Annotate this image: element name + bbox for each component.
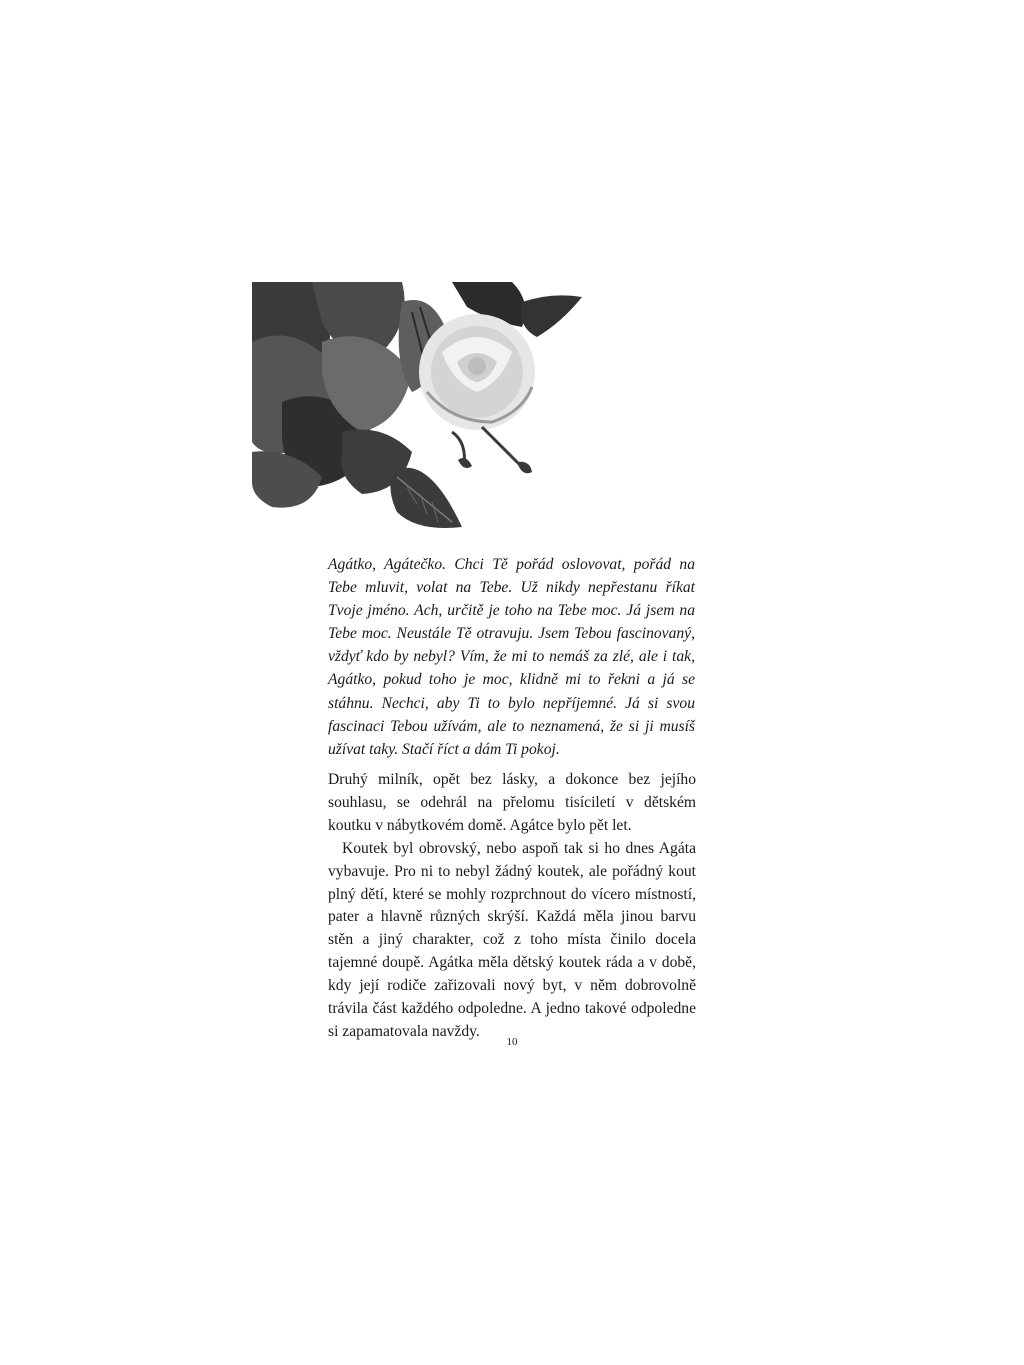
paragraph: Druhý milník, opět bez lásky, a dokonce bez jejího souhlasu, se odehrál na přelomu tisíciletí v dětském koutku v nábytkovém domě. Agátce bylo pět let. (328, 771, 696, 834)
letter-text: Agátko, Agátečko. Chci Tě pořád oslovovat, pořád na Tebe mluvit, volat na Tebe. Už nikdy nepřestanu říkat Tvoje jméno. Ach, určitě je toho na Tebe moc. Já jsem na Tebe moc. Neustále Tě otravuju. Jsem Tebou fascinovaný, vždyť kdo by nebyl? Vím, že mi to nemáš za zlé, ale i tak, Agátko, pokud toho je moc, klidně mi to řekni a já se stáhnu. Nechci, aby Ti to bylo nepříjemné. Já si svou fascinaci Tebou užívám, ale to neznamená, že si ji musíš užívat taky. Stačí říct a dám Ti pokoj. (328, 556, 695, 758)
flower-illustration (252, 282, 584, 532)
flower-bouquet-icon (252, 282, 584, 532)
page-number: 10 (506, 1036, 518, 1048)
body-text (328, 769, 696, 1044)
paragraph: Koutek byl obrovský, nebo aspoň tak si ho dnes Agáta vybavuje. Pro ni to nebyl žádný koutek, ale pořádný kout plný dětí, které se mohly rozprchnout do vícero místností, pater a hlavně různých skrýší. Každá měla jinou barvu stěn a jiný charakter, což z toho místa činilo docela tajemné doupě. Agátka měla dětský koutek ráda a v době, kdy její rodiče zařizovali nový byt, v něm dobrovolně trávila část každého odpoledne. A jedno takové odpoledne si zapamatovala navždy. (328, 839, 696, 1040)
